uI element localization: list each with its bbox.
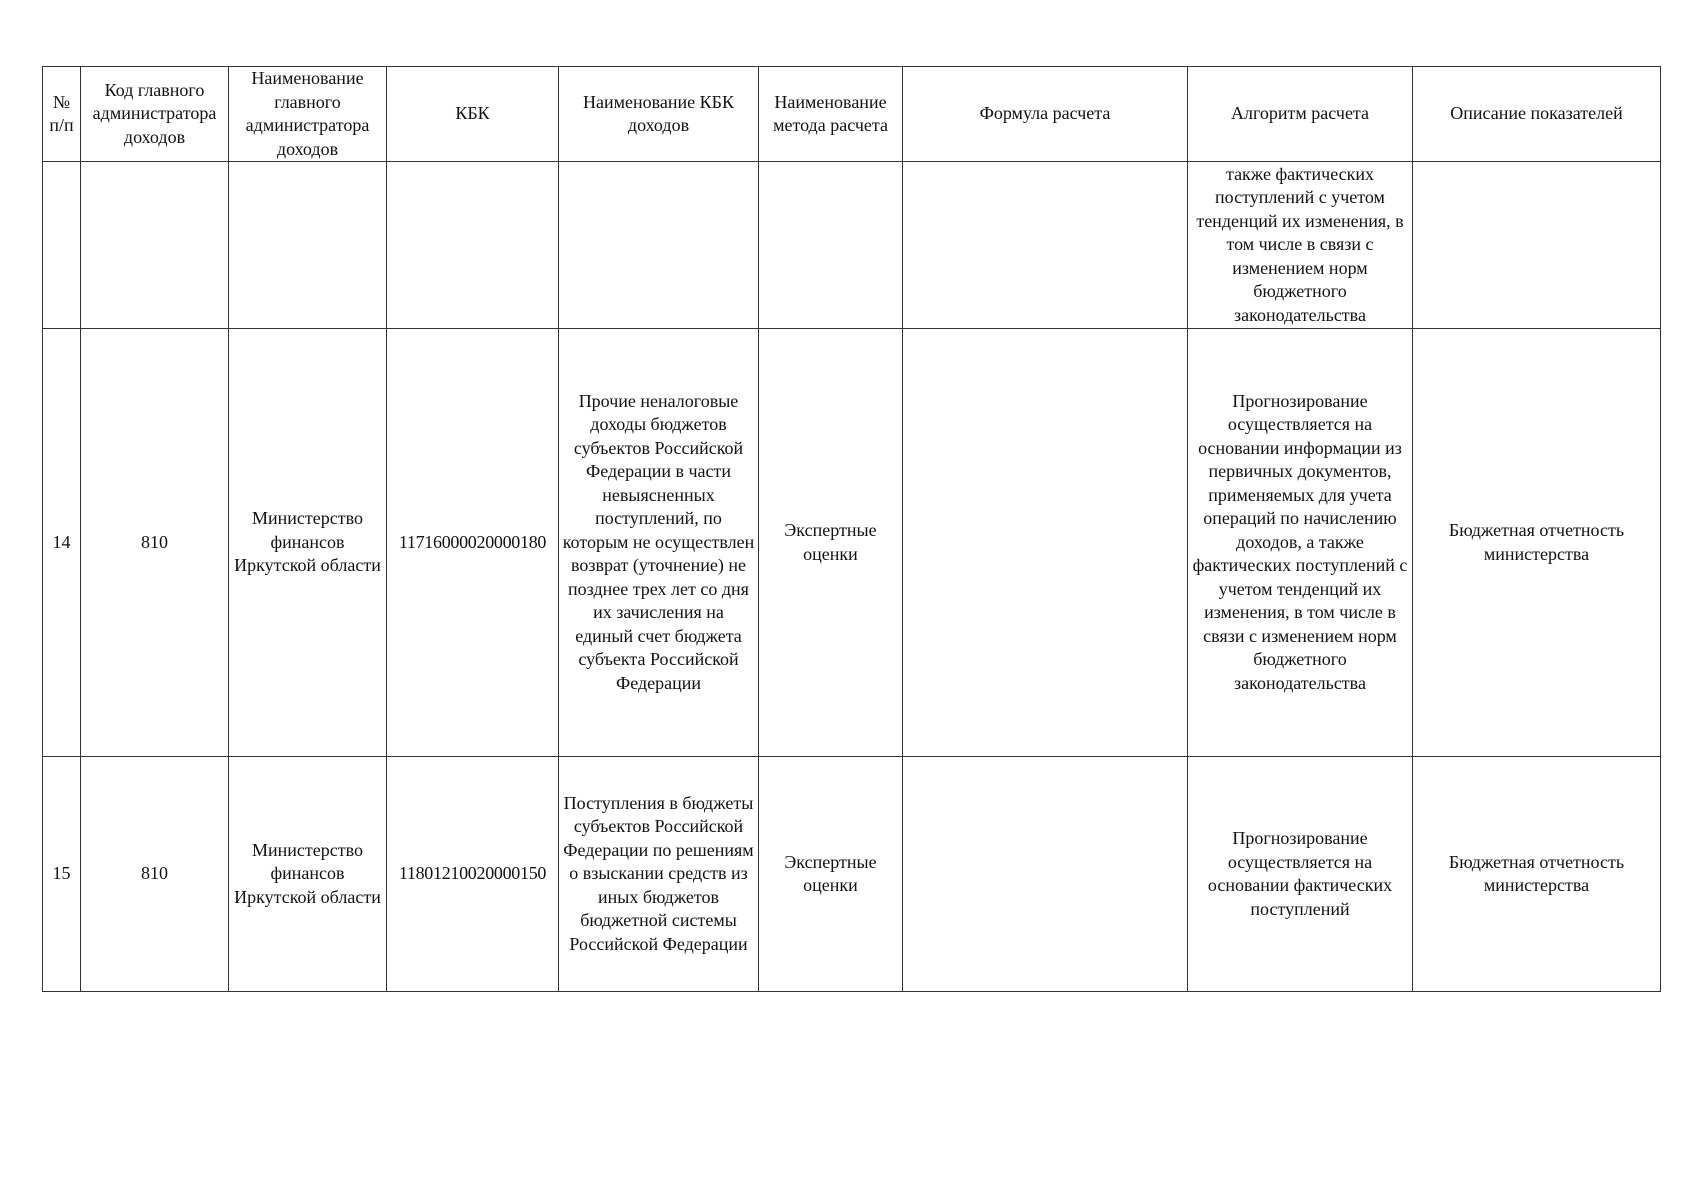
- header-description: Описание показателей: [1413, 67, 1661, 162]
- cell-algorithm: Прогнозирование осуществляется на основании фактических поступлений: [1188, 757, 1413, 992]
- cell-empty: [903, 162, 1188, 329]
- cell-empty: [229, 162, 387, 329]
- cell-admin-code: 810: [81, 329, 229, 757]
- cell-admin-code: 810: [81, 757, 229, 992]
- cell-empty: [387, 162, 559, 329]
- header-row: [43, 67, 1661, 162]
- revenue-forecast-table: [42, 66, 1661, 992]
- cell-formula: [903, 757, 1188, 992]
- header-kbk: КБК: [387, 67, 559, 162]
- header-admin-name: Наименование главного администратора доходов: [229, 67, 387, 162]
- table-row: [43, 757, 1661, 992]
- cell-admin-name: Министерство финансов Иркутской области: [229, 329, 387, 757]
- cell-description: Бюджетная отчетность министерства: [1413, 329, 1661, 757]
- cell-kbk-name: Прочие неналоговые доходы бюджетов субъектов Российской Федерации в части невыясненных поступлений, по которым не осуществлен возврат (уточнение) не позднее трех лет со дня их зачисления на единый счет бюджета субъекта Российской Федерации: [559, 329, 759, 757]
- header-num: № п/п: [43, 67, 81, 162]
- cell-formula: [903, 329, 1188, 757]
- cell-kbk-name: Поступления в бюджеты субъектов Российской Федерации по решениям о взыскании средств из иных бюджетов бюджетной системы Российской Федерации: [559, 757, 759, 992]
- cell-num: 15: [43, 757, 81, 992]
- cell-description: Бюджетная отчетность министерства: [1413, 757, 1661, 992]
- cell-empty: [759, 162, 903, 329]
- cell-empty: [81, 162, 229, 329]
- document-page: [42, 66, 1660, 992]
- cell-method: Экспертные оценки: [759, 329, 903, 757]
- header-formula: Формула расчета: [903, 67, 1188, 162]
- header-kbk-name: Наименование КБК доходов: [559, 67, 759, 162]
- cell-empty: [43, 162, 81, 329]
- header-admin-code: Код главного администратора доходов: [81, 67, 229, 162]
- cell-empty: [1413, 162, 1661, 329]
- cell-num: 14: [43, 329, 81, 757]
- table-row-continuation: [43, 162, 1661, 329]
- header-method: Наименование метода расчета: [759, 67, 903, 162]
- cell-kbk: 11801210020000150: [387, 757, 559, 992]
- table-row: [43, 329, 1661, 757]
- header-algorithm: Алгоритм расчета: [1188, 67, 1413, 162]
- cell-kbk: 11716000020000180: [387, 329, 559, 757]
- cell-admin-name: Министерство финансов Иркутской области: [229, 757, 387, 992]
- cell-algorithm: Прогнозирование осуществляется на основании информации из первичных документов, применяемых для учета операций по начислению доходов, а также фактических поступлений с учетом тенденций их изменения, в том числе в связи с изменением норм бюджетного законодательства: [1188, 329, 1413, 757]
- cell-method: Экспертные оценки: [759, 757, 903, 992]
- cell-empty: [559, 162, 759, 329]
- cell-algorithm-continuation: также фактических поступлений с учетом тенденций их изменения, в том числе в связи с изменением норм бюджетного законодательства: [1188, 162, 1413, 329]
